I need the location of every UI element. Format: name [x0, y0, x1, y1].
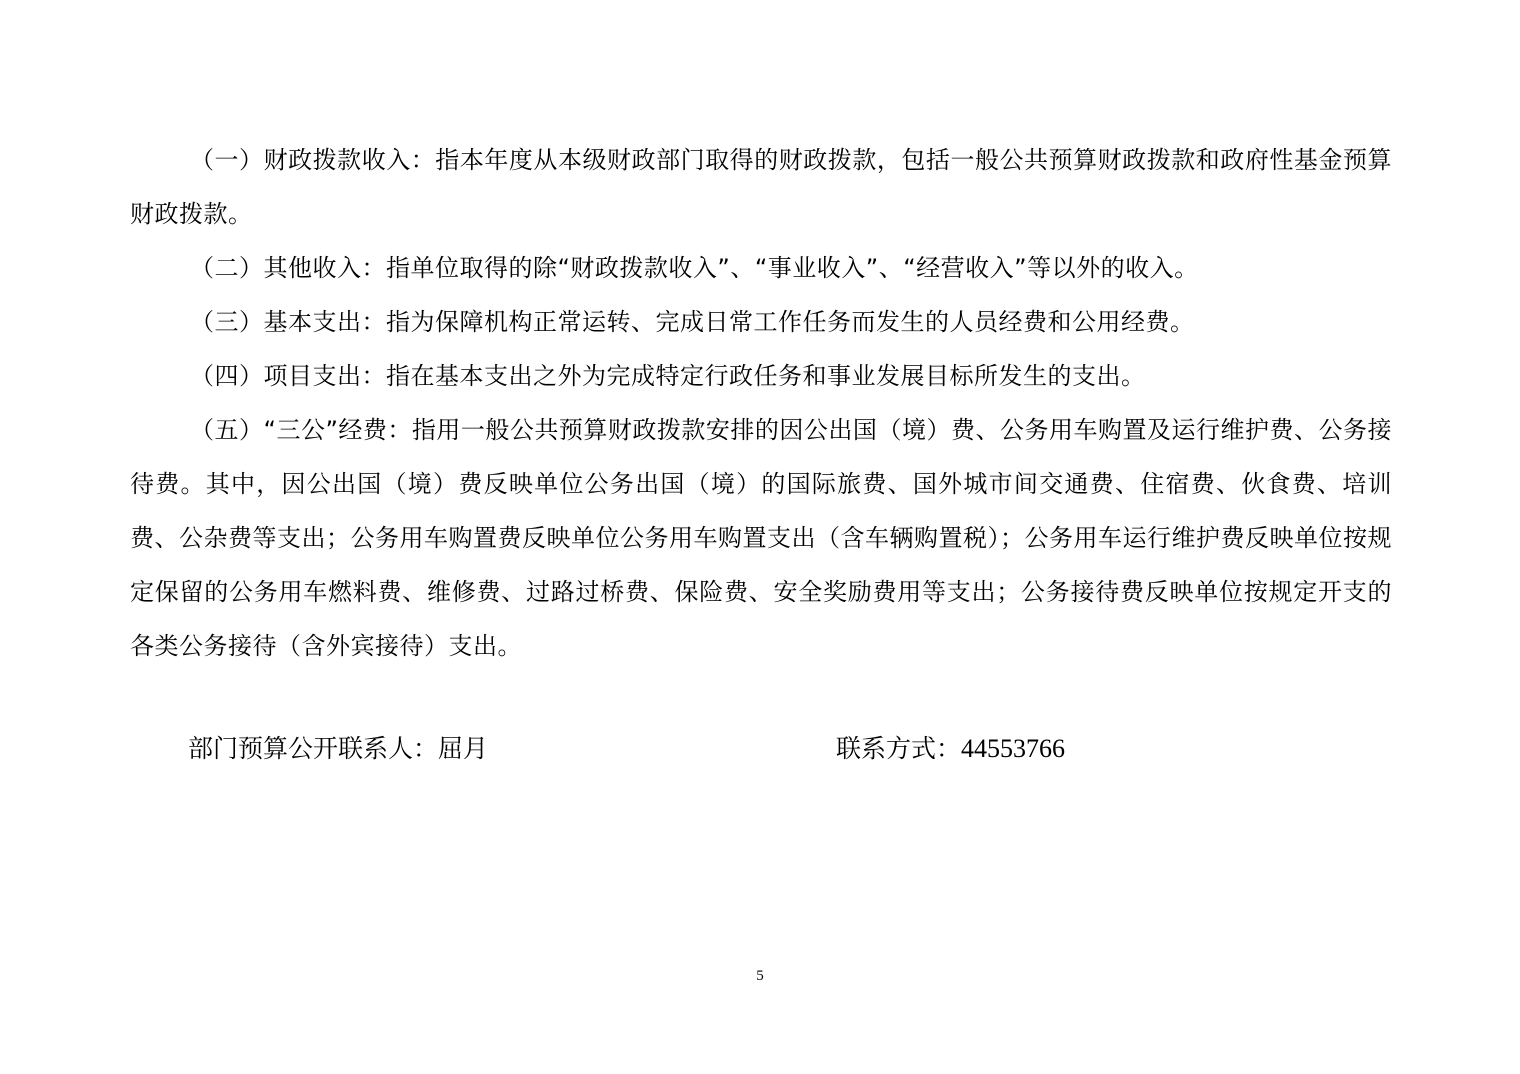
contact-person-label: 部门预算公开联系人： — [188, 734, 439, 763]
contact-phone: 44553766 — [961, 734, 1066, 763]
paragraph-three-public-expenses: （五）“三公”经费：指用一般公共预算财政拨款安排的因公出国（境）费、公务用车购置及运行维护费、公务接待费。其中，因公出国（境）费反映单位公务出国（境）的国际旅费、国外城市间交通费、住宿费、伙食费、培训费、公杂费等支出；公务用车购置费反映单位公务用车购置支出（含车辆购置税）；公务用车运行维护费反映单位按规定保留的公务用车燃料费、维修费、过路过桥费、保险费、安全奖励费用等支出；公务接待费反映单位按规定开支的各类公务接待（含外宾接待）支出。 — [130, 416, 1392, 660]
contact-method — [836, 722, 1065, 776]
page-number: 5 — [756, 968, 764, 984]
contact-person — [188, 722, 488, 776]
contact-person-name: 屈月 — [438, 734, 489, 763]
body-text — [130, 133, 1392, 673]
contact-method-label: 联系方式： — [836, 734, 962, 763]
paragraph-basic-expenditure: （三）基本支出：指为保障机构正常运转、完成日常工作任务而发生的人员经费和公用经费。 — [190, 308, 1195, 336]
paragraph-fiscal-appropriation-income: （一）财政拨款收入：指本年度从本级财政部门取得的财政拨款，包括一般公共预算财政拨款和政府性基金预算财政拨款。 — [130, 146, 1392, 228]
paragraph-project-expenditure: （四）项目支出：指在基本支出之外为完成特定行政任务和事业发展目标所发生的支出。 — [190, 362, 1146, 390]
paragraph-other-income: （二）其他收入：指单位取得的除“财政拨款收入”、“事业收入”、“经营收入”等以外的收入。 — [190, 254, 1199, 282]
